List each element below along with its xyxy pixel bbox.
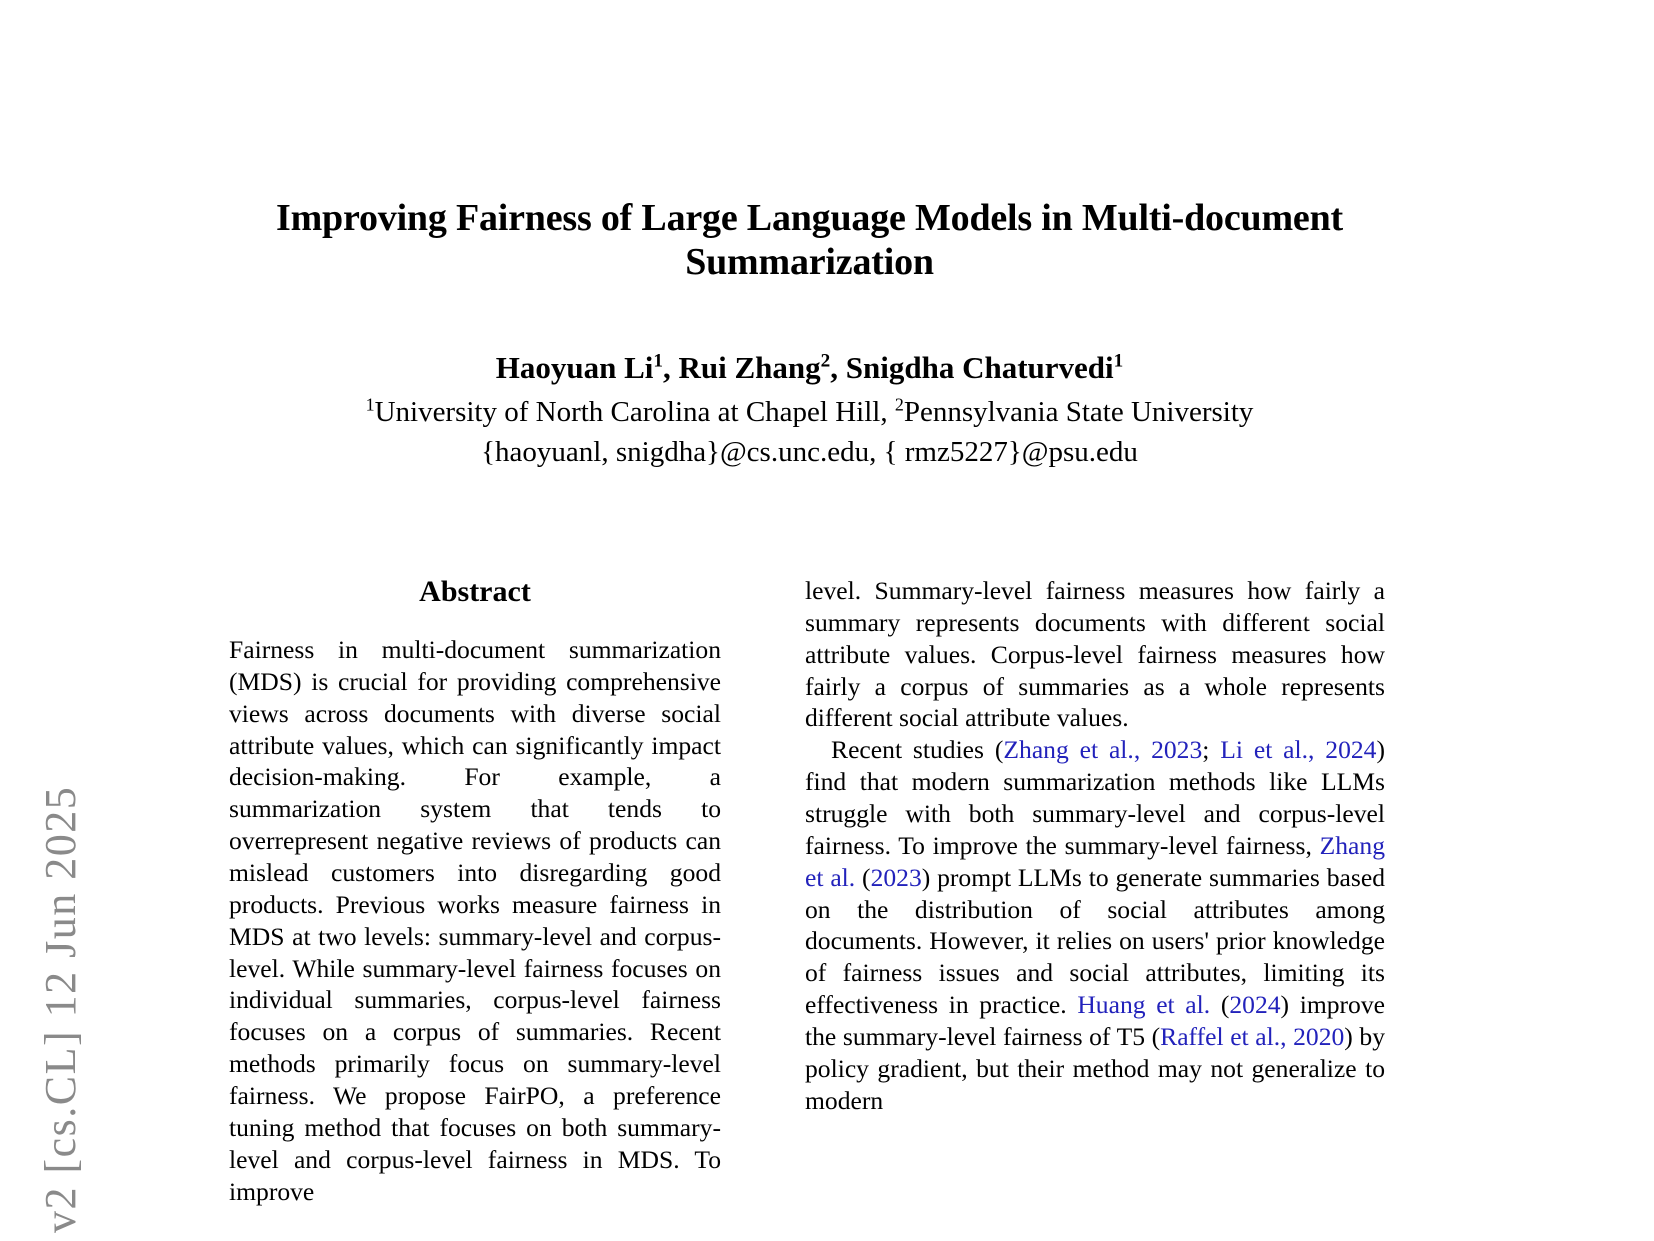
intro-paragraph-2: [805, 734, 1385, 1116]
author-block: [232, 348, 1387, 472]
citation-li-2024[interactable]: Li et al., 2024: [1220, 735, 1377, 765]
citation-raffel-2020[interactable]: Raffel et al., 2020: [1160, 1022, 1345, 1052]
citation-huang-author[interactable]: Huang et al.: [1077, 990, 1211, 1020]
author-emails: {haoyuanl, snigdha}@cs.unc.edu, { rmz5227}@psu.edu: [481, 435, 1138, 468]
text-segment: ) find that modern summarization methods like LLMs struggle with both summary-level and corpus-level fairness. To improve the summary-level fairness,: [805, 735, 1385, 860]
affiliation-2: Pennsylvania State University: [903, 396, 1254, 429]
author-names: Haoyuan Li$^1$, Rui Zhang$^2$, Snigdha Chaturvedi$^1$: [495, 350, 1124, 385]
title-block: [232, 196, 1387, 285]
author-affil-marker-2: 2: [820, 350, 831, 372]
author-name-1: Haoyuan Li: [495, 350, 654, 385]
text-segment: ) by policy gradient, but their method may not generalize to modern: [805, 1022, 1385, 1115]
text-segment: Recent studies (: [831, 735, 1004, 765]
right-column: [805, 575, 1385, 1241]
author-name-3: Snigdha Chaturvedi: [845, 350, 1114, 385]
intro-paragraph-1: level. Summary-level fairness measures how fairly a summary represents documents with different social attribute values. Corpus-level fairness measures how fairly a corpus of summaries as a whole represents different social attribute values.: [805, 576, 1385, 733]
text-segment: ) improve the summary-level fairness of T5 (: [805, 990, 1385, 1052]
affiliation-marker-1: 1: [365, 394, 375, 415]
page-title: Improving Fairness of Large Language Models in Multi-document Summarization: [276, 197, 1343, 284]
text-segment: ) prompt LLMs to generate summaries based on the distribution of social attributes among documents. However, it relies on users' prior knowledge of fairness issues and social attributes, limiting its effectiveness in practice.: [805, 862, 1385, 1020]
citation-huang-year[interactable]: 2024: [1229, 990, 1281, 1020]
author-affil-marker-1: 1: [653, 350, 663, 372]
citation-zhang-author[interactable]: Zhang et al.: [805, 830, 1385, 892]
text-segment: (: [855, 862, 871, 892]
text-segment: (: [1210, 990, 1230, 1020]
citation-zhang-2023[interactable]: Zhang et al., 2023: [1003, 735, 1203, 765]
citation-zhang-year[interactable]: 2023: [870, 862, 922, 892]
text-segment: ;: [1202, 735, 1221, 765]
abstract-body: Fairness in multi-document summarization (MDS) is crucial for providing comprehensive views across documents with diverse social attribute values, which can significantly impact decision-making. For example, a summarization system that tends to overrepresent negative reviews of products can mislead customers into disregarding good products. Previous works measure fairness in MDS at two levels: summary-level and corpus-level. While summary-level fairness focuses on individual summaries, corpus-level fairness focuses on a corpus of summaries. Recent methods primarily focus on summary-level fairness. We propose FairPO, a preference tuning method that focuses on both summary-level and corpus-level fairness in MDS. To improve: [229, 635, 721, 1206]
affiliation-marker-2: 2: [894, 394, 904, 415]
arxiv-stamp-text: v2 [cs.CL] 12 Jun 2025: [35, 785, 85, 1233]
affiliation-line: [232, 394, 1387, 432]
abstract-heading: Abstract: [419, 575, 531, 608]
affiliation-1: University of North Carolina at Chapel Hill,: [374, 396, 888, 429]
author-name-2: Rui Zhang: [678, 350, 821, 385]
author-affil-marker-3: 1: [1113, 350, 1124, 372]
left-column: [229, 575, 721, 1241]
